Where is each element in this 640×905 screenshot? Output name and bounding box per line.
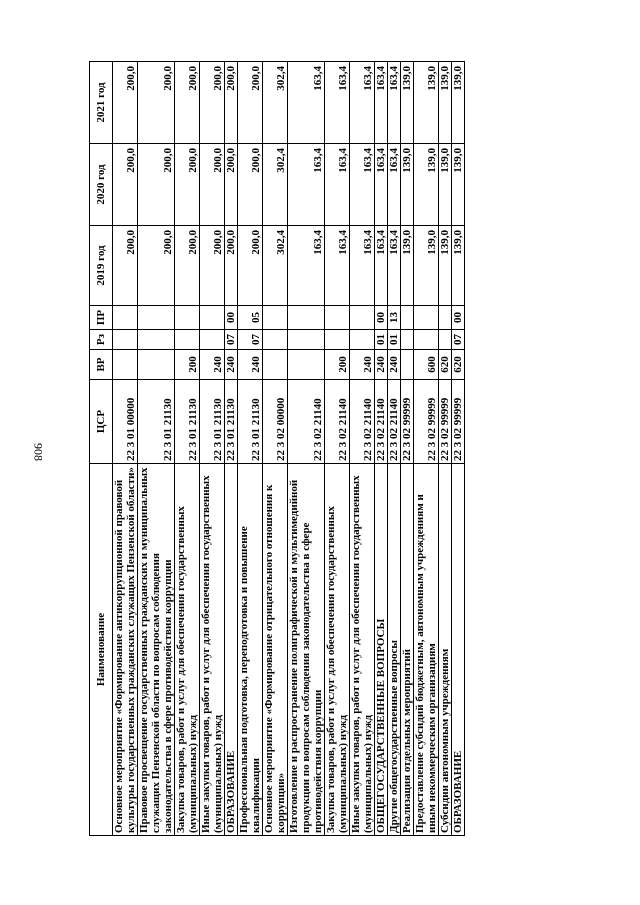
- cell-rz: [263, 330, 288, 350]
- cell-rz: 01: [375, 330, 388, 350]
- cell-2019: 302,4: [263, 226, 288, 306]
- cell-rz: [138, 330, 175, 350]
- cell-2021: 200,0: [113, 62, 138, 144]
- cell-name: Предоставление субсидий бюджетным, автономным учреждениям и иным некоммерческим организациям: [414, 464, 439, 836]
- cell-csr: 22 3 02 99999: [401, 380, 414, 464]
- cell-csr: 22 3 02 99999: [452, 380, 465, 464]
- cell-pr: [350, 306, 375, 330]
- col-csr-header: ЦСР: [90, 380, 113, 464]
- cell-2020: 139,0: [414, 144, 439, 226]
- cell-name: Реализация отдельных мероприятий: [401, 464, 414, 836]
- cell-csr: 22 3 02 99999: [414, 380, 439, 464]
- cell-2020: 163,4: [388, 144, 401, 226]
- cell-2020: 200,0: [175, 144, 200, 226]
- cell-pr: [175, 306, 200, 330]
- cell-rz: [113, 330, 138, 350]
- cell-pr: [113, 306, 138, 330]
- cell-2019: 163,4: [325, 226, 350, 306]
- cell-vr: 240: [388, 350, 401, 380]
- cell-vr: [263, 350, 288, 380]
- cell-2020: 163,4: [288, 144, 325, 226]
- cell-2020: 200,0: [138, 144, 175, 226]
- cell-vr: 240: [225, 350, 238, 380]
- col-name-header: Наименование: [90, 464, 113, 836]
- cell-csr: 22 3 01 21130: [238, 380, 263, 464]
- page-number: 908: [31, 443, 46, 461]
- table-row: [200, 62, 225, 836]
- cell-vr: 620: [439, 350, 452, 380]
- cell-pr: 00: [225, 306, 238, 330]
- cell-rz: 07: [238, 330, 263, 350]
- cell-2019: 139,0: [414, 226, 439, 306]
- cell-rz: [401, 330, 414, 350]
- cell-pr: [263, 306, 288, 330]
- cell-2021: 139,0: [401, 62, 414, 144]
- table-row: [225, 62, 238, 836]
- cell-2020: 200,0: [200, 144, 225, 226]
- table-row: [388, 62, 401, 836]
- cell-2020: 163,4: [325, 144, 350, 226]
- cell-2020: 139,0: [401, 144, 414, 226]
- table-row: [414, 62, 439, 836]
- cell-vr: 240: [350, 350, 375, 380]
- col-pr-header: ПР: [90, 306, 113, 330]
- cell-vr: 200: [325, 350, 350, 380]
- cell-vr: 600: [414, 350, 439, 380]
- cell-2021: 200,0: [238, 62, 263, 144]
- cell-2021: 139,0: [414, 62, 439, 144]
- cell-name: Другие общегосударственные вопросы: [388, 464, 401, 836]
- cell-name: Правовое просвещение государственных гражданских и муниципальных служащих Пензенской области по вопросам соблюдения законодательства в сфере противодействия коррупции: [138, 464, 175, 836]
- cell-pr: [439, 306, 452, 330]
- cell-name: Иные закупки товаров, работ и услуг для обеспечения государственных (муниципальных) нужд: [350, 464, 375, 836]
- cell-2019: 200,0: [138, 226, 175, 306]
- cell-rz: [439, 330, 452, 350]
- cell-name: Основное мероприятие «Формирование отрицательного отношения к коррупции»: [263, 464, 288, 836]
- cell-2019: 200,0: [113, 226, 138, 306]
- cell-2019: 139,0: [439, 226, 452, 306]
- cell-pr: [288, 306, 325, 330]
- cell-2019: 200,0: [238, 226, 263, 306]
- cell-name: Профессиональная подготовка, переподготовка и повышение квалификации: [238, 464, 263, 836]
- cell-csr: 22 3 02 21140: [375, 380, 388, 464]
- cell-vr: [138, 350, 175, 380]
- cell-csr: 22 3 02 21140: [288, 380, 325, 464]
- cell-2021: 163,4: [288, 62, 325, 144]
- cell-csr: 22 3 01 21130: [200, 380, 225, 464]
- cell-rz: 01: [388, 330, 401, 350]
- cell-2019: 200,0: [200, 226, 225, 306]
- table-body: [113, 62, 465, 836]
- col-2019-header: 2019 год: [90, 226, 113, 306]
- cell-csr: 22 3 02 21140: [388, 380, 401, 464]
- cell-2020: 200,0: [238, 144, 263, 226]
- col-rz-header: Рз: [90, 330, 113, 350]
- table-row: [375, 62, 388, 836]
- cell-rz: [325, 330, 350, 350]
- cell-2019: 163,4: [388, 226, 401, 306]
- cell-pr: [414, 306, 439, 330]
- table-row: [439, 62, 452, 836]
- table-row: [350, 62, 375, 836]
- cell-name: ОБЩЕГОСУДАРСТВЕННЫЕ ВОПРОСЫ: [375, 464, 388, 836]
- cell-2020: 163,4: [350, 144, 375, 226]
- cell-csr: 22 3 02 21140: [350, 380, 375, 464]
- cell-2019: 139,0: [452, 226, 465, 306]
- cell-vr: 240: [200, 350, 225, 380]
- cell-name: Иные закупки товаров, работ и услуг для обеспечения государственных (муниципальных) нужд: [200, 464, 225, 836]
- cell-vr: 240: [375, 350, 388, 380]
- cell-pr: 00: [375, 306, 388, 330]
- cell-name: Закупка товаров, работ и услуг для обеспечения государственных (муниципальных) нужд: [325, 464, 350, 836]
- cell-pr: 00: [452, 306, 465, 330]
- col-vr-header: ВР: [90, 350, 113, 380]
- table-row: [263, 62, 288, 836]
- table-row: [113, 62, 138, 836]
- cell-2019: 163,4: [375, 226, 388, 306]
- rotated-table-container: [89, 62, 585, 836]
- cell-csr: 22 3 02 21140: [325, 380, 350, 464]
- cell-rz: [175, 330, 200, 350]
- budget-table: [89, 61, 465, 836]
- table-row: [288, 62, 325, 836]
- cell-2021: 139,0: [452, 62, 465, 144]
- cell-2021: 163,4: [325, 62, 350, 144]
- cell-csr: 22 3 02 00000: [263, 380, 288, 464]
- cell-2021: 139,0: [439, 62, 452, 144]
- cell-vr: 620: [452, 350, 465, 380]
- cell-pr: 13: [388, 306, 401, 330]
- cell-vr: [288, 350, 325, 380]
- cell-csr: 22 3 01 21130: [175, 380, 200, 464]
- cell-2020: 200,0: [225, 144, 238, 226]
- cell-vr: 200: [175, 350, 200, 380]
- cell-2020: 200,0: [113, 144, 138, 226]
- cell-2019: 139,0: [401, 226, 414, 306]
- table-row: [238, 62, 263, 836]
- cell-rz: [414, 330, 439, 350]
- cell-2020: 163,4: [375, 144, 388, 226]
- cell-name: Закупка товаров, работ и услуг для обеспечения государственных (муниципальных) нужд: [175, 464, 200, 836]
- table-row: [175, 62, 200, 836]
- cell-2020: 139,0: [439, 144, 452, 226]
- cell-2021: 163,4: [388, 62, 401, 144]
- cell-pr: [325, 306, 350, 330]
- cell-pr: [200, 306, 225, 330]
- cell-2019: 200,0: [175, 226, 200, 306]
- cell-2021: 200,0: [200, 62, 225, 144]
- cell-2021: 200,0: [225, 62, 238, 144]
- cell-2020: 139,0: [452, 144, 465, 226]
- cell-2019: 163,4: [288, 226, 325, 306]
- cell-2019: 163,4: [350, 226, 375, 306]
- cell-name: Основное мероприятие «Формирование антикоррупционной правовой культуры государственных гражданских служащих Пензенской области»: [113, 464, 138, 836]
- cell-name: Изготовление и распространение полиграфической и мультимедийной продукции по вопросам соблюдения законодательства в сфере противодействия коррупции: [288, 464, 325, 836]
- cell-rz: [350, 330, 375, 350]
- table-row: [401, 62, 414, 836]
- cell-rz: 07: [225, 330, 238, 350]
- col-2021-header: 2021 год: [90, 62, 113, 144]
- cell-vr: [113, 350, 138, 380]
- col-2020-header: 2020 год: [90, 144, 113, 226]
- cell-vr: 240: [238, 350, 263, 380]
- cell-name: ОБРАЗОВАНИЕ: [452, 464, 465, 836]
- cell-name: ОБРАЗОВАНИЕ: [225, 464, 238, 836]
- cell-2019: 200,0: [225, 226, 238, 306]
- cell-csr: 22 3 01 21130: [225, 380, 238, 464]
- cell-rz: 07: [452, 330, 465, 350]
- cell-2021: 163,4: [350, 62, 375, 144]
- cell-2020: 302,4: [263, 144, 288, 226]
- cell-vr: [401, 350, 414, 380]
- cell-name: Субсидии автономным учреждениям: [439, 464, 452, 836]
- cell-rz: [200, 330, 225, 350]
- cell-rz: [288, 330, 325, 350]
- table-row: [452, 62, 465, 836]
- cell-2021: 302,4: [263, 62, 288, 144]
- cell-csr: 22 3 01 21130: [138, 380, 175, 464]
- table-row: [325, 62, 350, 836]
- cell-pr: 05: [238, 306, 263, 330]
- cell-pr: [138, 306, 175, 330]
- table-row: [138, 62, 175, 836]
- cell-2021: 163,4: [375, 62, 388, 144]
- cell-csr: 22 3 01 00000: [113, 380, 138, 464]
- cell-2021: 200,0: [175, 62, 200, 144]
- cell-2021: 200,0: [138, 62, 175, 144]
- cell-csr: 22 3 02 99999: [439, 380, 452, 464]
- table-header-row: [90, 62, 113, 836]
- cell-pr: [401, 306, 414, 330]
